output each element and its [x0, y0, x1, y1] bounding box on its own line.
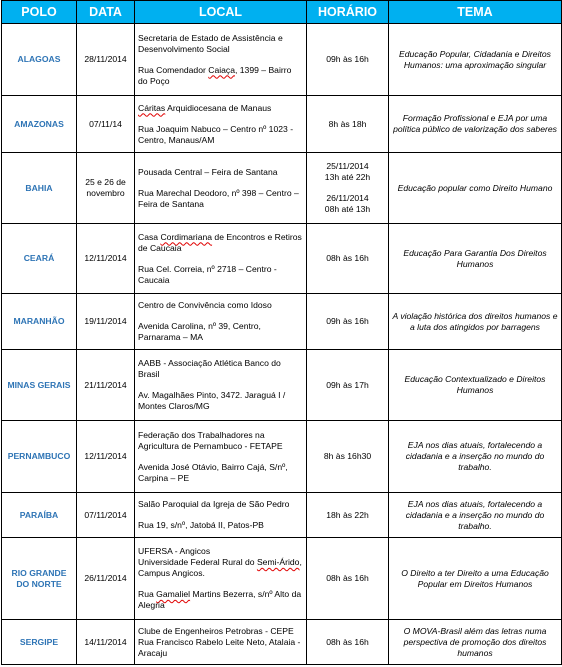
horario-line: 8h às 16h30 [323, 451, 372, 461]
events-table [1, 0, 562, 665]
cell-local [135, 294, 307, 350]
cell-polo: AMAZONAS [2, 96, 77, 153]
cell-tema: Educação Popular, Cidadania e Direitos Humanos: uma aproximação singular [389, 24, 562, 96]
local-line: Avenida José Otávio, Bairro Cajá, S/nº, Carpina – PE [138, 461, 288, 483]
horario-line: 18h às 22h [326, 509, 369, 520]
table-row [2, 24, 562, 96]
local-line: Universidade Federal Rural do Semi-Árido, Campus Angicos. [138, 557, 302, 578]
cell-data: 25 e 26 de novembro [77, 153, 135, 224]
table-row [2, 294, 562, 350]
table-row [2, 493, 562, 538]
local-line: Av. Magalhães Pinto, 3472. Jaraguá I / Montes Claros/MG [138, 390, 286, 411]
table-row [2, 153, 562, 224]
cell-tema: Educação Para Garantia Dos Direitos Humanos [389, 224, 562, 294]
header-horario: HORÁRIO [307, 1, 389, 24]
horario-line: 09h às 17h [326, 379, 369, 390]
cell-polo: MARANHÃO [2, 294, 77, 350]
cell-horario [307, 538, 389, 620]
cell-data: 28/11/2014 [77, 24, 135, 96]
horario-line: 13h até 22h [324, 172, 371, 182]
local-line: UFERSA - Angicos [138, 546, 211, 556]
cell-horario [307, 350, 389, 421]
table-row [2, 421, 562, 493]
cell-horario [307, 493, 389, 538]
cell-tema: Educação popular como Direito Humano [389, 153, 562, 224]
local-line: Casa Cordimariana de Encontros e Retiros de Caucaia [138, 231, 302, 253]
horario-line: 08h às 16h [326, 253, 369, 263]
cell-horario [307, 224, 389, 294]
cell-local [135, 96, 307, 153]
cell-horario [307, 421, 389, 493]
cell-data: 19/11/2014 [77, 294, 135, 350]
cell-data: 26/11/2014 [77, 538, 135, 620]
cell-horario [307, 294, 389, 350]
horario-line: 8h às 18h [328, 118, 367, 129]
local-line: Rua Joaquim Nabuco – Centro nº 1023 - Centro, Manaus/AM [138, 123, 294, 145]
cell-local [135, 24, 307, 96]
cell-horario [307, 24, 389, 96]
table-row [2, 620, 562, 665]
cell-tema: A violação histórica dos direitos humanos e a luta dos atingidos por barragens [389, 294, 562, 350]
cell-local [135, 421, 307, 493]
cell-local [135, 224, 307, 294]
horario-line: 09h às 16h [326, 54, 369, 64]
cell-data: 12/11/2014 [77, 421, 135, 493]
cell-tema: Formação Profissional e EJA por uma política público de valorização dos saberes [389, 96, 562, 153]
horario-line: 08h até 13h [324, 204, 371, 214]
local-line: Rua Comendador Caiaça, 1399 – Bairro do Poço [138, 64, 292, 86]
horario-line: 25/11/2014 [326, 161, 369, 171]
cell-polo: BAHIA [2, 153, 77, 224]
cell-local [135, 153, 307, 224]
cell-local [135, 538, 307, 620]
local-line: Rua Gamaliel Martins Bezerra, s/nº Alto da Alegria [138, 589, 302, 610]
horario-line: 09h às 16h [326, 316, 369, 326]
cell-tema: O MOVA-Brasil além das letras numa perspectiva de promoção dos direitos humanos [389, 620, 562, 665]
local-line: Avenida Carolina, nº 39, Centro, Parnarama – MA [138, 321, 261, 342]
cell-polo: MINAS GERAIS [2, 350, 77, 421]
local-line: Pousada Central – Feira de Santana [138, 166, 278, 177]
table-body [2, 24, 562, 665]
local-line: Rua Marechal Deodoro, nº 398 – Centro – Feira de Santana [138, 187, 299, 209]
local-line: Clube de Engenheiros Petrobras - CEPE [138, 625, 294, 636]
local-line: AABB - Associação Atlética Banco do Brasil [138, 358, 281, 379]
horario-line: 08h às 16h [326, 636, 369, 647]
cell-tema: O Direito a ter Direito a uma Educação Popular em Direitos Humanos [389, 538, 562, 620]
cell-horario [307, 96, 389, 153]
cell-local [135, 493, 307, 538]
header-local: LOCAL [135, 1, 307, 24]
local-line: Rua 19, s/nº, Jatobá II, Patos-PB [138, 520, 264, 530]
cell-data: 21/11/2014 [77, 350, 135, 421]
cell-polo: CEARÁ [2, 224, 77, 294]
cell-local [135, 620, 307, 665]
cell-data: 14/11/2014 [77, 620, 135, 665]
horario-line: 08h às 16h [326, 573, 369, 583]
local-line: Rua Francisco Rabelo Leite Neto, Atalaia - Aracaju [138, 636, 301, 658]
table-row [2, 224, 562, 294]
local-line: Federação dos Trabalhadores na Agricultura de Pernambuco - FETAPE [138, 429, 283, 451]
cell-horario [307, 153, 389, 224]
cell-data: 07/11/2014 [77, 493, 135, 538]
local-line: Secretaria de Estado de Assistência e Desenvolvimento Social [138, 32, 283, 54]
table-row [2, 538, 562, 620]
cell-tema: EJA nos dias atuais, fortalecendo a cidadania e a inserção no mundo do trabalho. [389, 493, 562, 538]
cell-data: 12/11/2014 [77, 224, 135, 294]
header-polo: POLO [2, 1, 77, 24]
header-tema: TEMA [389, 1, 562, 24]
cell-data: 07/11/14 [77, 96, 135, 153]
table-row [2, 96, 562, 153]
cell-tema: EJA nos dias atuais, fortalecendo a cidadania e a inserção no mundo do trabalho. [389, 421, 562, 493]
header-row [2, 1, 562, 24]
horario-line: 26/11/2014 [326, 193, 369, 203]
local-line: Cáritas Arquidiocesana de Manaus [138, 102, 272, 113]
cell-horario [307, 620, 389, 665]
table-row [2, 350, 562, 421]
cell-polo: RIO GRANDE DO NORTE [2, 538, 77, 620]
header-data: DATA [77, 1, 135, 24]
cell-tema: Educação Contextualizado e Direitos Humanos [389, 350, 562, 421]
cell-polo: SERGIPE [2, 620, 77, 665]
local-line: Centro de Convivência como Idoso [138, 300, 272, 310]
local-line: Rua Cel. Correia, nº 2718 – Centro - Caucaia [138, 263, 277, 285]
local-line: Salão Paroquial da Igreja de São Pedro [138, 499, 290, 509]
cell-local [135, 350, 307, 421]
cell-polo: PERNAMBUCO [2, 421, 77, 493]
cell-polo: PARAÍBA [2, 493, 77, 538]
cell-polo: ALAGOAS [2, 24, 77, 96]
